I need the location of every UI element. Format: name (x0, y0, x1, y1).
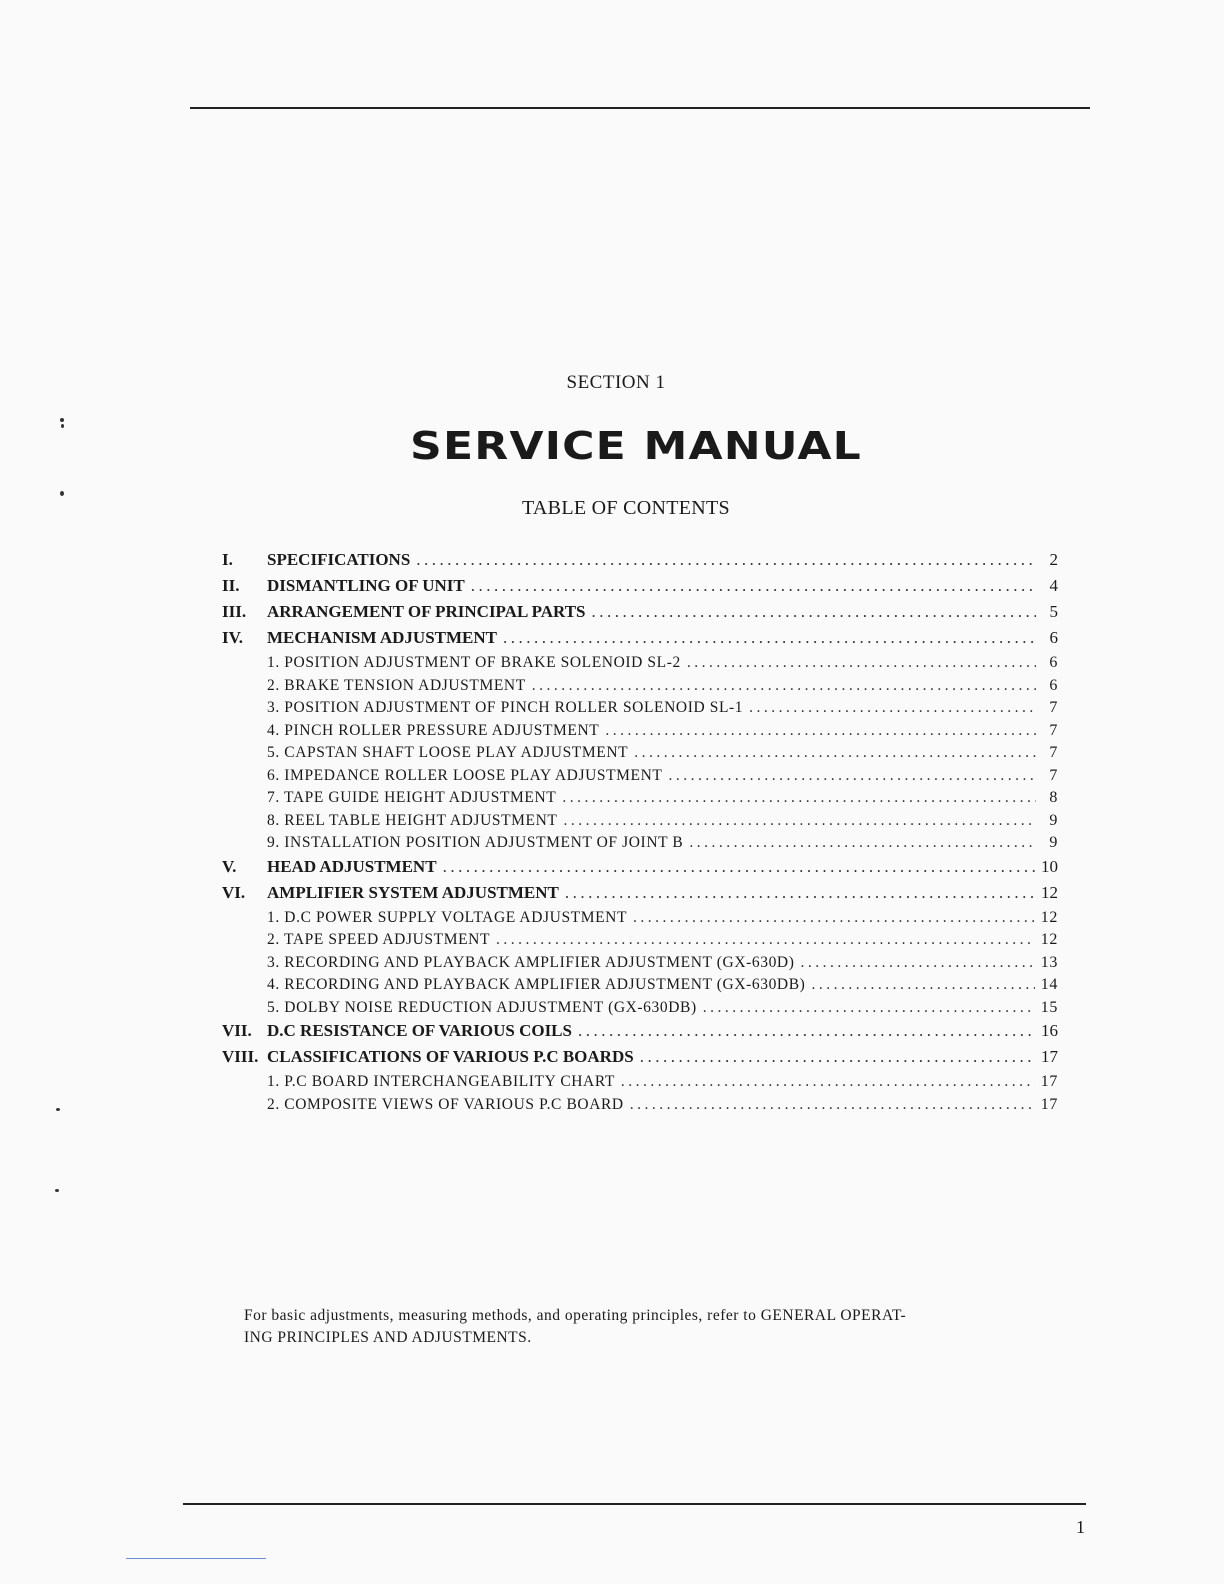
footnote-line: ING PRINCIPLES AND ADJUSTMENTS. (244, 1329, 532, 1346)
toc-entry-title: AMPLIFIER SYSTEM ADJUSTMENT (267, 882, 559, 902)
dot-leader (811, 976, 1034, 994)
toc-entry (222, 628, 1058, 654)
dot-leader (563, 812, 1036, 830)
dot-leader (496, 931, 1035, 949)
toc-entry (222, 857, 1058, 883)
toc-subentry-title: 1. D.C POWER SUPPLY VOLTAGE ADJUSTMENT (267, 908, 628, 926)
toc-subentry-title: 2. TAPE SPEED ADJUSTMENT (267, 931, 491, 948)
toc-entry-page: 12 (1041, 882, 1058, 902)
toc-subentry-page: 8 (1049, 789, 1058, 806)
scan-speck (55, 1189, 59, 1192)
dot-leader (503, 628, 1036, 648)
toc-subentry-page: 7 (1049, 699, 1058, 716)
toc-entry-page: 17 (1041, 1047, 1058, 1066)
toc-entry-number: I. (222, 550, 233, 569)
toc-entry-number: V. (222, 856, 237, 876)
toc-subentry-page: 9 (1049, 811, 1058, 829)
toc-entry-page: 4 (1049, 576, 1058, 595)
dot-leader (634, 744, 1036, 762)
toc-subentry-title: 8. REEL TABLE HEIGHT ADJUSTMENT (267, 811, 558, 829)
dot-leader (578, 1021, 1035, 1041)
toc-subentry-title: 6. IMPEDANCE ROLLER LOOSE PLAY ADJUSTMENT (267, 766, 663, 784)
toc-entry-number: VIII. (222, 1047, 259, 1066)
dot-leader (471, 576, 1036, 596)
toc-entry-title: D.C RESISTANCE OF VARIOUS COILS (267, 1021, 572, 1040)
toc-entry-title: ARRANGEMENT OF PRINCIPAL PARTS (267, 602, 586, 621)
toc-entry-number: IV. (222, 628, 243, 647)
section-label: SECTION 1 (566, 372, 666, 393)
dot-leader (703, 999, 1035, 1017)
toc-subentry (222, 1073, 1058, 1096)
toc-subentry-title: 5. DOLBY NOISE REDUCTION ADJUSTMENT (GX-630DB) (267, 998, 697, 1016)
footnote-line: For basic adjustments, measuring methods, and operating principles, refer to GENERAL OPERAT- (244, 1307, 907, 1324)
toc-subentry-title: 3. POSITION ADJUSTMENT OF PINCH ROLLER SOLENOID SL-1 (267, 699, 744, 716)
toc-subentry (222, 1096, 1058, 1119)
top-rule (190, 107, 1090, 109)
toc-subentry-title: 4. RECORDING AND PLAYBACK AMPLIFIER ADJUSTMENT (GX-630DB) (267, 976, 806, 993)
page-number: 1 (1076, 1517, 1085, 1537)
toc-subentry-page: 9 (1049, 834, 1058, 851)
toc-subentry-page: 6 (1049, 676, 1058, 694)
toc-entry (222, 602, 1058, 628)
toc-subentry-page: 7 (1049, 766, 1058, 784)
toc-entry (222, 883, 1058, 909)
toc-subentry (222, 722, 1058, 745)
toc-heading: TABLE OF CONTENTS (522, 497, 730, 519)
toc-entry-page: 10 (1041, 856, 1058, 876)
toc-subentry (222, 909, 1058, 932)
scan-mark (126, 1558, 266, 1559)
dot-leader (443, 857, 1035, 877)
dot-leader (621, 1073, 1035, 1091)
toc-entry-number: III. (222, 602, 247, 621)
dot-leader (640, 1047, 1035, 1067)
toc-subentry (222, 834, 1058, 857)
toc-entry (222, 1021, 1058, 1047)
toc-subentry-page: 12 (1040, 908, 1058, 926)
toc-subentry-title: 4. PINCH ROLLER PRESSURE ADJUSTMENT (267, 721, 600, 739)
toc-entry-number: II. (222, 576, 240, 595)
toc-subentry-title: 1. POSITION ADJUSTMENT OF BRAKE SOLENOID SL-2 (267, 654, 681, 671)
toc-entry-title: HEAD ADJUSTMENT (267, 856, 437, 876)
dot-leader (633, 909, 1035, 927)
scan-speck (60, 491, 64, 496)
toc-subentry (222, 812, 1058, 835)
toc-subentry-title: 1. P.C BOARD INTERCHANGEABILITY CHART (267, 1073, 615, 1090)
dot-leader (532, 677, 1036, 695)
dot-leader (668, 767, 1036, 785)
toc-subentry-title: 2. COMPOSITE VIEWS OF VARIOUS P.C BOARD (267, 1095, 624, 1113)
toc-subentry-title: 9. INSTALLATION POSITION ADJUSTMENT OF JOINT B (267, 834, 684, 851)
toc-entry (222, 1047, 1058, 1073)
toc-subentry-title: 2. BRAKE TENSION ADJUSTMENT (267, 676, 526, 694)
toc-subentry-title: 7. TAPE GUIDE HEIGHT ADJUSTMENT (267, 789, 557, 806)
toc-subentry (222, 931, 1058, 954)
toc-subentry (222, 767, 1058, 790)
toc-subentry-title: 5. CAPSTAN SHAFT LOOSE PLAY ADJUSTMENT (267, 744, 629, 761)
toc-subentry (222, 699, 1058, 722)
toc-subentry-page: 6 (1049, 654, 1058, 671)
dot-leader (801, 954, 1035, 972)
toc-subentry (222, 677, 1058, 700)
dot-leader (565, 883, 1035, 903)
toc-subentry (222, 789, 1058, 812)
toc-subentry (222, 744, 1058, 767)
scan-speck (60, 418, 64, 422)
toc-entry-title: CLASSIFICATIONS OF VARIOUS P.C BOARDS (267, 1047, 634, 1066)
dot-leader (416, 550, 1036, 570)
toc-subentry-page: 17 (1040, 1095, 1058, 1113)
dot-leader (591, 602, 1036, 622)
toc-subentry-page: 13 (1040, 953, 1058, 971)
toc-subentry-page: 14 (1040, 976, 1058, 993)
toc-subentry (222, 999, 1058, 1022)
scan-speck (56, 1108, 60, 1111)
toc-entry-number: VI. (222, 882, 246, 902)
toc-subentry (222, 954, 1058, 977)
toc-subentry-page: 7 (1049, 721, 1058, 739)
toc-entry-number: VII. (222, 1021, 252, 1040)
table-of-contents (222, 550, 1058, 1118)
dot-leader (687, 654, 1036, 672)
toc-entry (222, 550, 1058, 576)
toc-subentry (222, 976, 1058, 999)
toc-subentry-page: 12 (1040, 931, 1058, 948)
toc-subentry (222, 654, 1058, 677)
toc-entry-page: 5 (1049, 602, 1058, 621)
toc-entry-title: SPECIFICATIONS (267, 550, 411, 569)
footnote (244, 1305, 1044, 1349)
toc-entry-page: 2 (1049, 550, 1058, 569)
toc-entry (222, 576, 1058, 602)
dot-leader (605, 722, 1036, 740)
dot-leader (562, 789, 1036, 807)
toc-entry-page: 6 (1049, 628, 1058, 647)
toc-subentry-page: 17 (1040, 1073, 1058, 1090)
dot-leader (630, 1096, 1035, 1114)
toc-subentry-title: 3. RECORDING AND PLAYBACK AMPLIFIER ADJUSTMENT (GX-630D) (267, 953, 795, 971)
toc-subentry-page: 15 (1040, 998, 1058, 1016)
dot-leader (689, 834, 1036, 852)
toc-entry-title: MECHANISM ADJUSTMENT (267, 628, 497, 647)
dot-leader (749, 699, 1036, 717)
page-title: SERVICE MANUAL (410, 424, 862, 468)
toc-subentry-page: 7 (1049, 744, 1058, 761)
bottom-rule (183, 1503, 1086, 1505)
toc-entry-page: 16 (1041, 1021, 1058, 1040)
toc-entry-title: DISMANTLING OF UNIT (267, 576, 465, 595)
